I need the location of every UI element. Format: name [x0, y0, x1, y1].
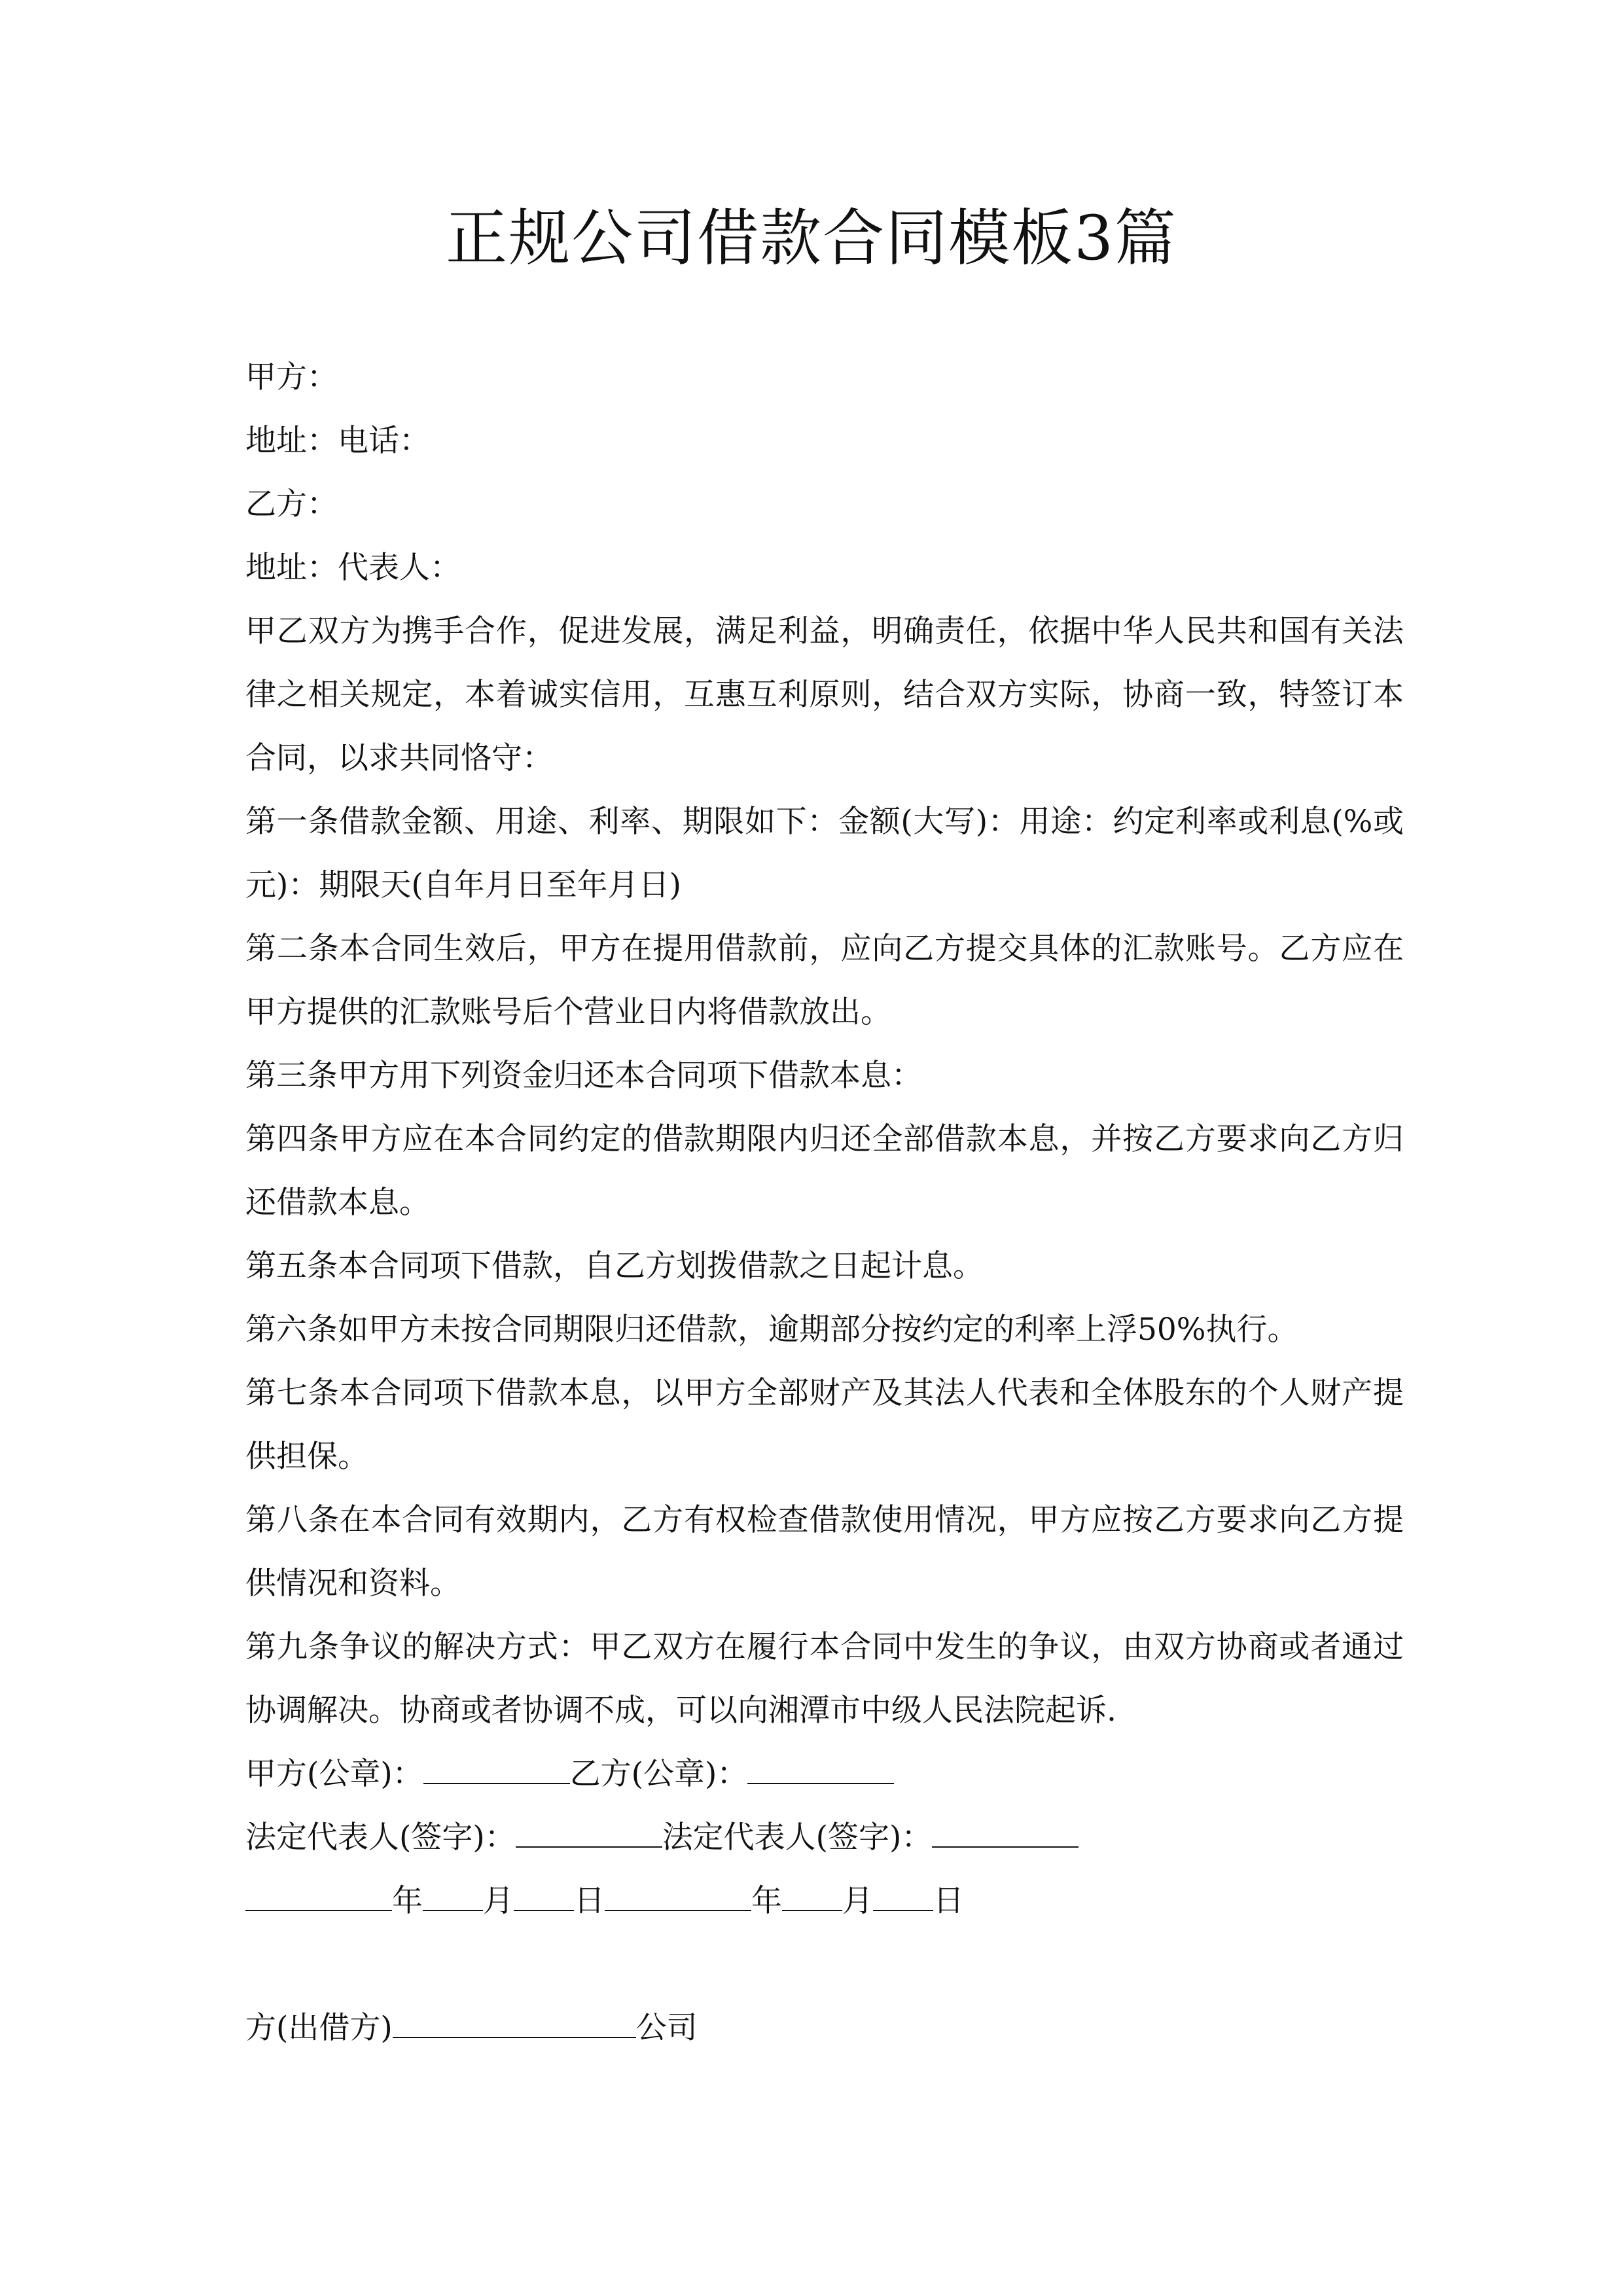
article-8: 第八条在本合同有效期内，乙方有权检查借款使用情况，甲方应按乙方要求向乙方提供情况和资料。: [245, 1502, 1404, 1602]
lender-line: [245, 1996, 1404, 2060]
month-a-label: 月: [483, 1883, 514, 1919]
seal-b-label: 乙方(公章)：: [569, 1756, 748, 1792]
seal-b-blank[interactable]: [747, 1746, 894, 1784]
page-title: 正规公司借款合同模板3篇: [446, 203, 1177, 274]
party-a-line: 甲方：: [245, 359, 338, 395]
intro-paragraph: 甲乙双方为携手合作，促进发展，满足利益，明确责任，依据中华人民共和国有关法律之相关规定，本着诚实信用，互惠互利原则，结合双方实际，协商一致，特签订本合同，以求共同恪守：: [245, 613, 1404, 776]
address-rep-line: 地址：代表人：: [245, 550, 461, 586]
month-b-label: 月: [842, 1883, 873, 1919]
day-a-blank[interactable]: [514, 1873, 574, 1911]
article-7: 第七条本合同项下借款本息，以甲方全部财产及其法人代表和全体股东的个人财产提供担保。: [245, 1375, 1404, 1475]
rep-b-blank[interactable]: [932, 1810, 1079, 1848]
year-b-label: 年: [751, 1883, 782, 1919]
day-b-label: 日: [933, 1883, 964, 1919]
date-line: [245, 1869, 1404, 1933]
rep-line: [245, 1806, 1404, 1869]
article-1: 第一条借款金额、用途、利率、期限如下：金额(大写)：用途：约定利率或利息(%或元)：期限天(自年月日至年月日): [245, 804, 1404, 903]
month-a-blank[interactable]: [423, 1873, 483, 1911]
article-4: 第四条甲方应在本合同约定的借款期限内归还全部借款本息，并按乙方要求向乙方归还借款本息。: [245, 1121, 1404, 1221]
year-b-blank[interactable]: [605, 1873, 751, 1911]
article-5: 第五条本合同项下借款，自乙方划拨借款之日起计息。: [245, 1248, 984, 1284]
seal-line: [245, 1742, 1404, 1806]
article-2: 第二条本合同生效后，甲方在提用借款前，应向乙方提交具体的汇款账号。乙方应在甲方提供的汇款账号后个营业日内将借款放出。: [245, 931, 1404, 1030]
lender-blank[interactable]: [393, 2000, 636, 2038]
article-3: 第三条甲方用下列资金归还本合同项下借款本息：: [245, 1058, 922, 1094]
rep-a-label: 法定代表人(签字)：: [245, 1820, 516, 1856]
lender-suffix: 公司: [635, 2010, 698, 2046]
year-a-blank[interactable]: [245, 1873, 392, 1911]
document-body: [245, 346, 1404, 2060]
rep-a-blank[interactable]: [516, 1810, 662, 1848]
year-a-label: 年: [392, 1883, 423, 1919]
day-a-label: 日: [574, 1883, 605, 1919]
lender-label: 方(出借方): [245, 2010, 393, 2046]
rep-b-label: 法定代表人(签字)：: [662, 1820, 933, 1856]
spacer: [245, 1933, 1404, 1996]
day-b-blank[interactable]: [873, 1873, 933, 1911]
seal-a-label: 甲方(公章)：: [245, 1756, 423, 1792]
seal-a-blank[interactable]: [423, 1746, 570, 1784]
month-b-blank[interactable]: [782, 1873, 842, 1911]
article-9: 第九条争议的解决方式：甲乙双方在履行本合同中发生的争议，由双方协商或者通过协调解决。协商或者协调不成，可以向湘潭市中级人民法院起诉.: [245, 1629, 1404, 1729]
article-6: 第六条如甲方未按合同期限归还借款，逾期部分按约定的利率上浮50%执行。: [245, 1312, 1298, 1348]
party-b-line: 乙方：: [245, 486, 338, 522]
address-phone-line: 地址：电话：: [245, 423, 430, 459]
